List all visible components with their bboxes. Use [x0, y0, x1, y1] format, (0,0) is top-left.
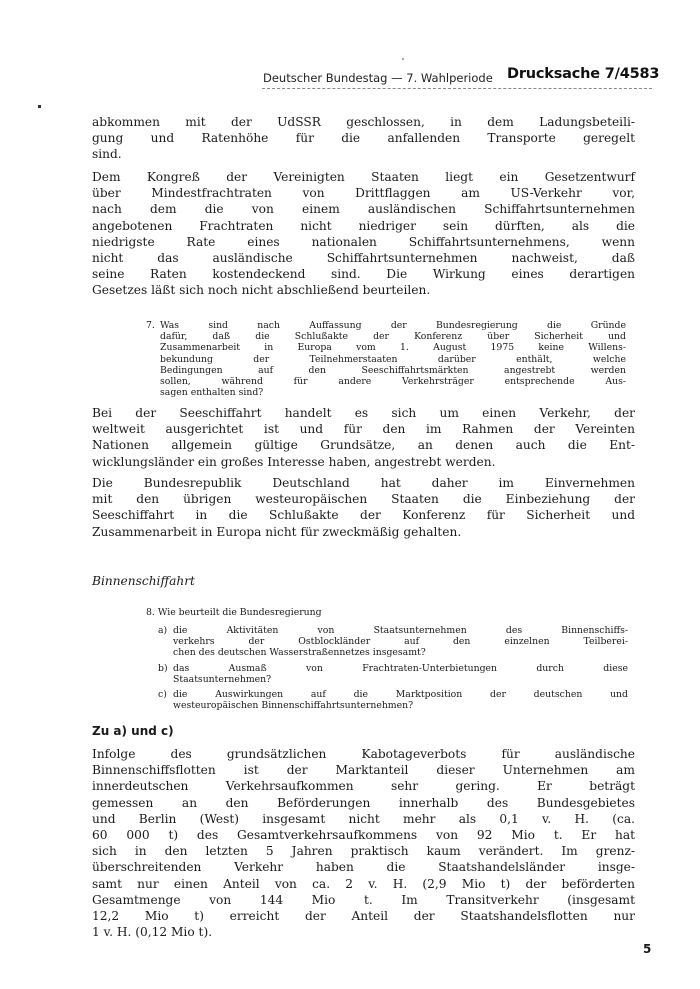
text-line: sollen, während für andere Verkehrsträger entsprechende Aus- [160, 376, 626, 388]
document-header-title: Deutscher Bundestag — 7. Wahlperiode [263, 71, 493, 85]
text-line: sagen enthalten sind? [160, 387, 264, 399]
question-8a [158, 625, 628, 659]
paragraph-1 [92, 114, 635, 163]
text-line: nach dem die von einem ausländischen Schiffahrtsunternehmen [92, 202, 635, 217]
text-line: niedrigste Rate eines nationalen Schiffahrtsunternehmens, wenn [92, 234, 635, 249]
text-line: wicklungsländer ein großes Interesse haben, angestrebt werden. [92, 454, 496, 469]
text-line: das Ausmaß von Frachtraten-Unterbietungen durch diese [173, 663, 628, 674]
text-line: weltweit ausgerichtet ist und für den im Rahmen der Vereinten [92, 422, 635, 437]
question-7 [160, 320, 626, 398]
text-line: und Berlin (West) insgesamt nicht mehr als 0,1 v. H. (ca. [92, 811, 635, 826]
text-line: chen des deutschen Wasserstraßennetzes insgesamt? [173, 647, 426, 659]
text-line: westeuropäischen Binnenschiffahrtsunternehmen? [173, 700, 414, 712]
text-line: sind. [92, 147, 122, 162]
text-line: innerdeutschen Verkehrsaufkommen sehr gering. Er beträgt [92, 779, 635, 794]
text-line: Zusammenarbeit in Europa nicht für zweckmäßig gehalten. [92, 524, 462, 539]
text-line: überschreitenden Verkehr haben die Staatshandelsländer insge- [92, 860, 635, 875]
text-line: nicht das ausländische Schiffahrtsunternehmen nachweist, daß [92, 251, 635, 266]
text-line: 60 000 t) des Gesamtverkehrsaufkommens von 92 Mio t. Er hat [92, 828, 635, 843]
text-line: 12,2 Mio t) erreicht der Anteil der Staatshandelsflotten nur [92, 909, 635, 924]
paragraph-3 [92, 405, 635, 470]
text-line: verkehrs der Ostblockländer auf den einzelnen Teilberei- [173, 636, 628, 648]
text-line: Zusammenarbeit in Europa vom 1. August 1975 keine Willens- [160, 342, 626, 354]
paragraph-5 [92, 746, 635, 940]
text-line: gung und Ratenhöhe für die anfallenden Transporte geregelt [92, 131, 635, 146]
answer-subheading: Zu a) und c) [92, 724, 174, 738]
question-8b [158, 663, 628, 685]
question-7-number: 7. [146, 320, 155, 331]
text-line: bekundung der Teilnehmerstaaten darüber enthält, welche [160, 353, 626, 365]
text-line: Binnenschiffsflotten ist der Marktanteil dieser Unternehmen am [92, 763, 635, 778]
margin-mark [38, 105, 41, 108]
item-label: c) [158, 689, 167, 700]
text-line: angebotenen Frachtraten nicht niedriger sein dürften, als die [92, 218, 635, 233]
text-line: samt nur einen Anteil von ca. 2 v. H. (2,9 Mio t) der beförderten [92, 876, 635, 891]
text-line: Gesamtmenge von 144 Mio t. Im Transitverkehr (insgesamt [92, 892, 635, 907]
question-8-intro: 8. Wie beurteilt die Bundesregierung [146, 607, 322, 618]
header-rule [262, 88, 652, 89]
text-line: Bei der Seeschiffahrt handelt es sich um einen Verkehr, der [92, 406, 635, 420]
paragraph-4 [92, 475, 635, 540]
item-label: b) [158, 663, 168, 674]
text-line: dafür, daß die Schlußakte der Konferenz über Sicherheit und [160, 331, 626, 343]
text-line: über Mindestfrachtraten von Drittflaggen am US-Verkehr vor, [92, 186, 635, 201]
item-label: a) [158, 625, 168, 636]
section-heading: Binnenschiffahrt [92, 574, 195, 588]
text-line: Die Bundesrepublik Deutschland hat daher im Einvernehmen [92, 476, 635, 490]
question-8c [158, 689, 628, 711]
text-line: sich in den letzten 5 Jahren praktisch kaum verändert. Im grenz- [92, 844, 635, 859]
text-line: gemessen an den Beförderungen innerhalb des Bundesgebietes [92, 795, 635, 810]
text-line: mit den übrigen westeuropäischen Staaten die Einbeziehung der [92, 492, 635, 507]
text-line: Dem Kongreß der Vereinigten Staaten liegt ein Gesetzentwurf [92, 170, 635, 184]
text-line: Bedingungen auf den Seeschiffahrtsmärkten angestrebt werden [160, 364, 626, 376]
text-line: Gesetzes läßt sich noch nicht abschließend beurteilen. [92, 283, 431, 298]
page-number: 5 [643, 942, 652, 956]
paragraph-2 [92, 169, 635, 299]
text-line: Seeschiffahrt in die Schlußakte der Konferenz für Sicherheit und [92, 508, 635, 523]
text-line: abkommen mit der UdSSR geschlossen, in dem Ladungsbeteili- [92, 115, 635, 129]
text-line: 1 v. H. (0,12 Mio t). [92, 925, 213, 940]
text-line: die Aktivitäten von Staatsunternehmen des Binnenschiffs- [173, 625, 628, 636]
text-line: Staatsunternehmen? [173, 674, 272, 686]
scan-speck [402, 58, 404, 60]
text-line: die Auswirkungen auf die Marktposition der deutschen und [173, 689, 628, 700]
text-line: Was sind nach Auffassung der Bundesregierung die Gründe [160, 320, 626, 331]
text-line: seine Raten kostendeckend sind. Die Wirkung eines derartigen [92, 267, 635, 282]
text-line: Nationen allgemein gültige Grundsätze, an denen auch die Ent- [92, 438, 635, 453]
document-number: Drucksache 7/4583 [507, 66, 660, 82]
text-line: Infolge des grundsätzlichen Kabotageverbots für ausländische [92, 747, 635, 761]
